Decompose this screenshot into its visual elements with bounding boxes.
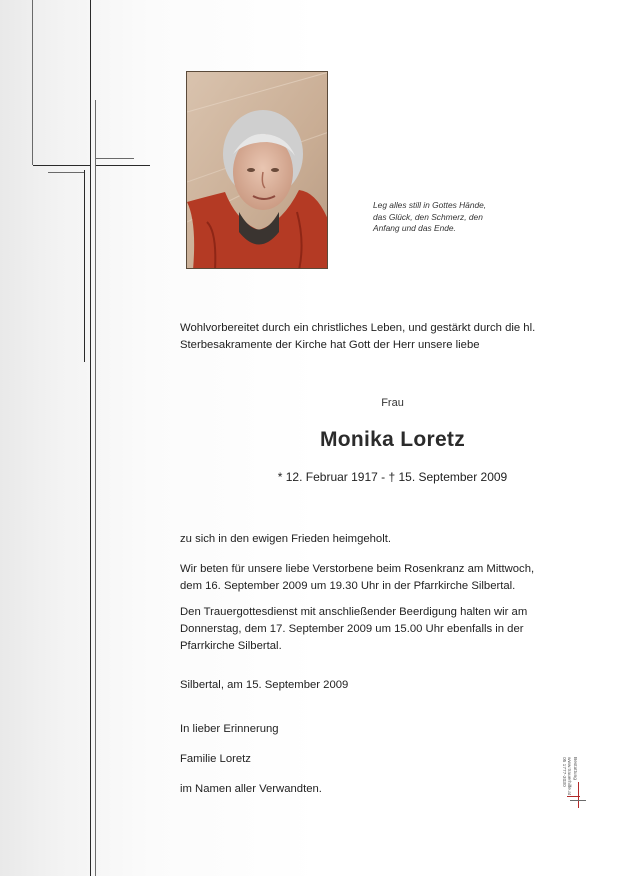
portrait-photo [186, 71, 328, 269]
verse-line: Anfang und das Ende. [373, 223, 456, 233]
paragraph-rosenkranz: Wir beten für unsere liebe Verstorbene beim Rosenkranz am Mittwoch, dem 16. September 2009 um 19.30 Uhr in der Pfarrkirche Silbertal. [180, 563, 535, 592]
paragraph-trauergottesdienst: Den Trauergottesdienst mit anschließender Beerdigung halten wir am Donnerstag, dem 17. September 2009 um 15.00 Uhr ebenfalls in der Pfarrkirche Silbertal. [180, 606, 528, 652]
closing-family: Familie Loretz [180, 753, 251, 765]
paragraph-heimgeholt: zu sich in den ewigen Frieden heimgeholt. [180, 533, 392, 545]
life-dates: * 12. Februar 1917 - † 15. September 2009 [277, 470, 508, 484]
verse-line: Leg alles still in Gottes Hände, [373, 200, 487, 210]
intro-text: Wohlvorbereitet durch ein christliches Leben, und gestärkt durch die hl. Sterbesakramente der Kirche hat Gott der Herr unsere liebe [180, 322, 536, 351]
verse-line: das Glück, den Schmerz, den [373, 211, 483, 222]
deceased-title: Frau [381, 397, 404, 409]
page-divider-line-inner [95, 100, 96, 876]
closing-relatives: im Namen aller Verwandten. [180, 783, 322, 795]
verse [373, 200, 553, 235]
imprint-text: Bestattung www.trauerhilfe.at 05 1777-3030 [560, 757, 577, 796]
place-date: Silbertal, am 15. September 2009 [180, 679, 349, 691]
left-margin-line [32, 0, 33, 165]
deceased-name: Monika Loretz [319, 428, 466, 451]
closing-memory: In lieber Erinnerung [180, 723, 279, 735]
page-divider-line [90, 0, 91, 876]
